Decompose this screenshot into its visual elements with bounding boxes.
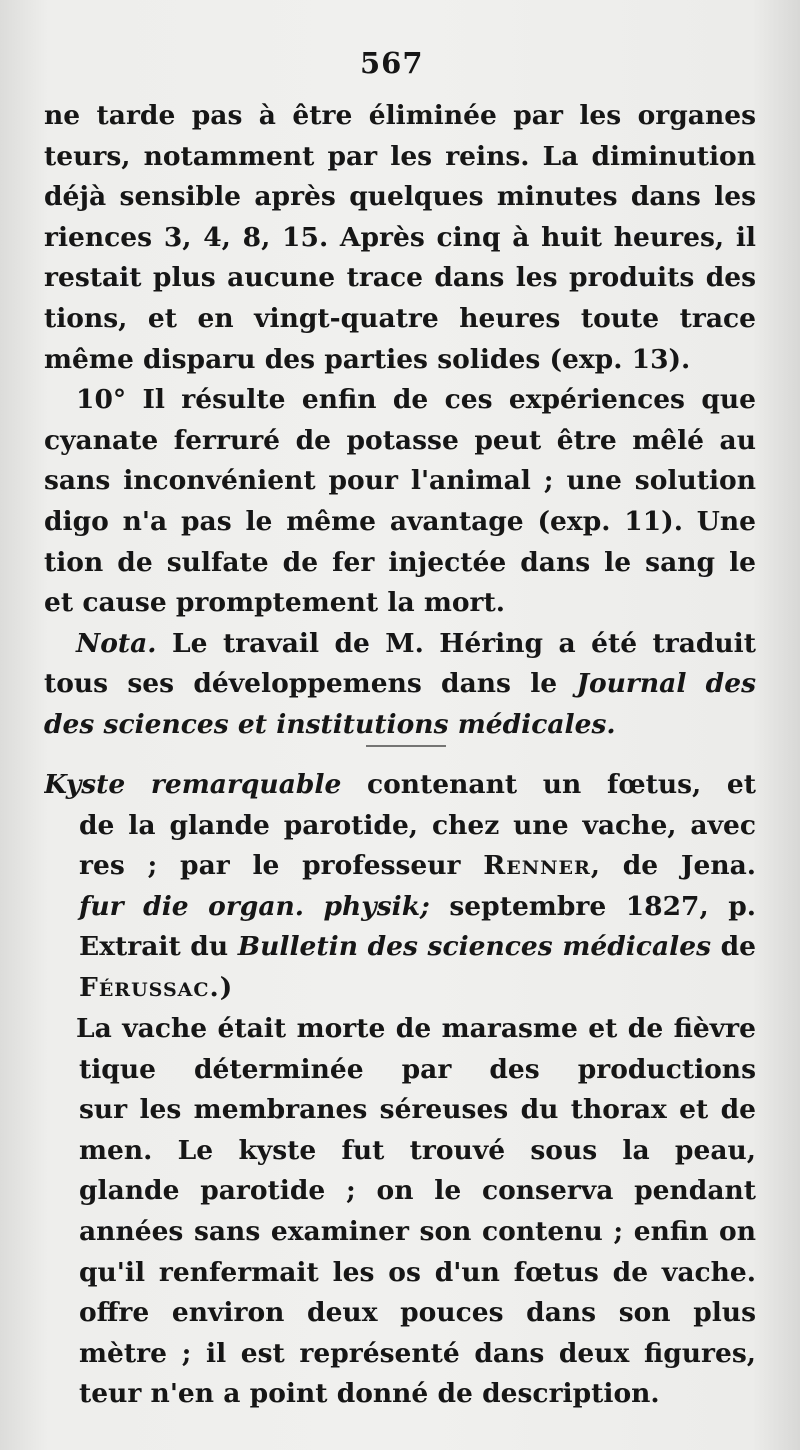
paragraph-3-line: tique déterminée par des productions	[79, 1053, 756, 1085]
article-heading-line	[44, 846, 756, 887]
paragraph-3-line: sur les membranes séreuses du thorax et de	[79, 1094, 756, 1126]
article-body	[44, 1009, 756, 1415]
article-title-rest: contenant un fœtus, et	[366, 769, 756, 800]
article-title-line	[44, 765, 756, 806]
paragraph-3-line: qu'il renfermait les os d'un fœtus de vache.	[79, 1256, 756, 1288]
paragraph-2-line: 10° Il résulte enfin de ces expériences que	[76, 384, 756, 416]
paragraph-1-line: riences 3, 4, 8, 15. Après cinq à huit heures, il	[44, 221, 756, 253]
article-heading-line	[44, 927, 756, 968]
bulletin-title: Bulletin des sciences médicales	[237, 931, 711, 963]
article-heading-line	[44, 968, 756, 1009]
nota-line-3	[44, 705, 756, 746]
nota-text: Le travail de M. Héring a été traduit	[172, 627, 756, 659]
paragraph-1-line: restait plus aucune trace dans les produits des	[44, 262, 756, 294]
article-heading-line: de la glande parotide, chez une vache, avec	[79, 809, 756, 841]
journal-title: fur die organ. physik;	[79, 890, 430, 922]
paragraph-3-line: men. Le kyste fut trouvé sous la peau,	[79, 1134, 756, 1166]
paragraph-1-line: même disparu des parties solides (exp. 13).	[44, 343, 691, 375]
journal-title: des sciences et institutions médicales.	[44, 708, 616, 740]
editor-name: Férussac.	[79, 971, 220, 1003]
heading-text: res ; par le professeur	[79, 850, 461, 882]
paragraph-3-line: glande parotide ; on le conserva pendant	[79, 1175, 756, 1207]
article-title: Kyste remarquable	[44, 769, 342, 800]
nota-text: tous ses développemens dans le	[44, 668, 558, 700]
paragraph-3-line: mètre ; il est représenté dans deux figures,	[79, 1337, 756, 1369]
author-name: Renner	[483, 850, 591, 882]
paragraph-1-line: déjà sensible après quelques minutes dans les	[44, 181, 756, 213]
paragraph-2-line: cyanate ferruré de potasse peut être mêlé au	[44, 424, 756, 456]
article-heading-line	[44, 887, 756, 928]
journal-title: Journal des	[576, 668, 756, 700]
nota-line-1	[44, 624, 756, 665]
paragraph-2-line: digo n'a pas le même avantage (exp. 11). Une	[44, 505, 756, 537]
paragraph-1-line: teurs, notamment par les reins. La diminution	[44, 140, 756, 172]
paragraph-2-line: et cause promptement la mort.	[44, 587, 505, 619]
paragraph-1-line: tions, et en vingt-quatre heures toute trace	[44, 302, 756, 334]
top-text-block	[44, 96, 756, 746]
paragraph-2-line: sans inconvénient pour l'animal ; une solution	[44, 465, 756, 497]
nota-label: Nota.	[76, 627, 157, 659]
heading-text: , de Jena.	[590, 850, 756, 882]
heading-text: de	[720, 931, 756, 963]
paragraph-3-line: années sans examiner son contenu ; enfin on	[79, 1215, 756, 1247]
nota-line-2	[44, 664, 756, 705]
paragraph-1-line: ne tarde pas à être éliminée par les organes	[44, 100, 756, 131]
heading-text: septembre 1827, p.	[449, 890, 756, 922]
section-divider	[366, 745, 446, 747]
page-number: 567	[360, 46, 424, 80]
heading-text: Extrait du	[79, 931, 229, 963]
heading-text: )	[219, 971, 233, 1003]
article-heading	[44, 765, 756, 1009]
paragraph-2-line: tion de sulfate de fer injectée dans le sang le	[44, 546, 756, 578]
paragraph-3-line: teur n'en a point donné de description.	[79, 1378, 660, 1410]
paragraph-3-line: La vache était morte de marasme et de fièvre	[76, 1013, 756, 1044]
paragraph-3-line: offre environ deux pouces dans son plus	[79, 1297, 756, 1329]
